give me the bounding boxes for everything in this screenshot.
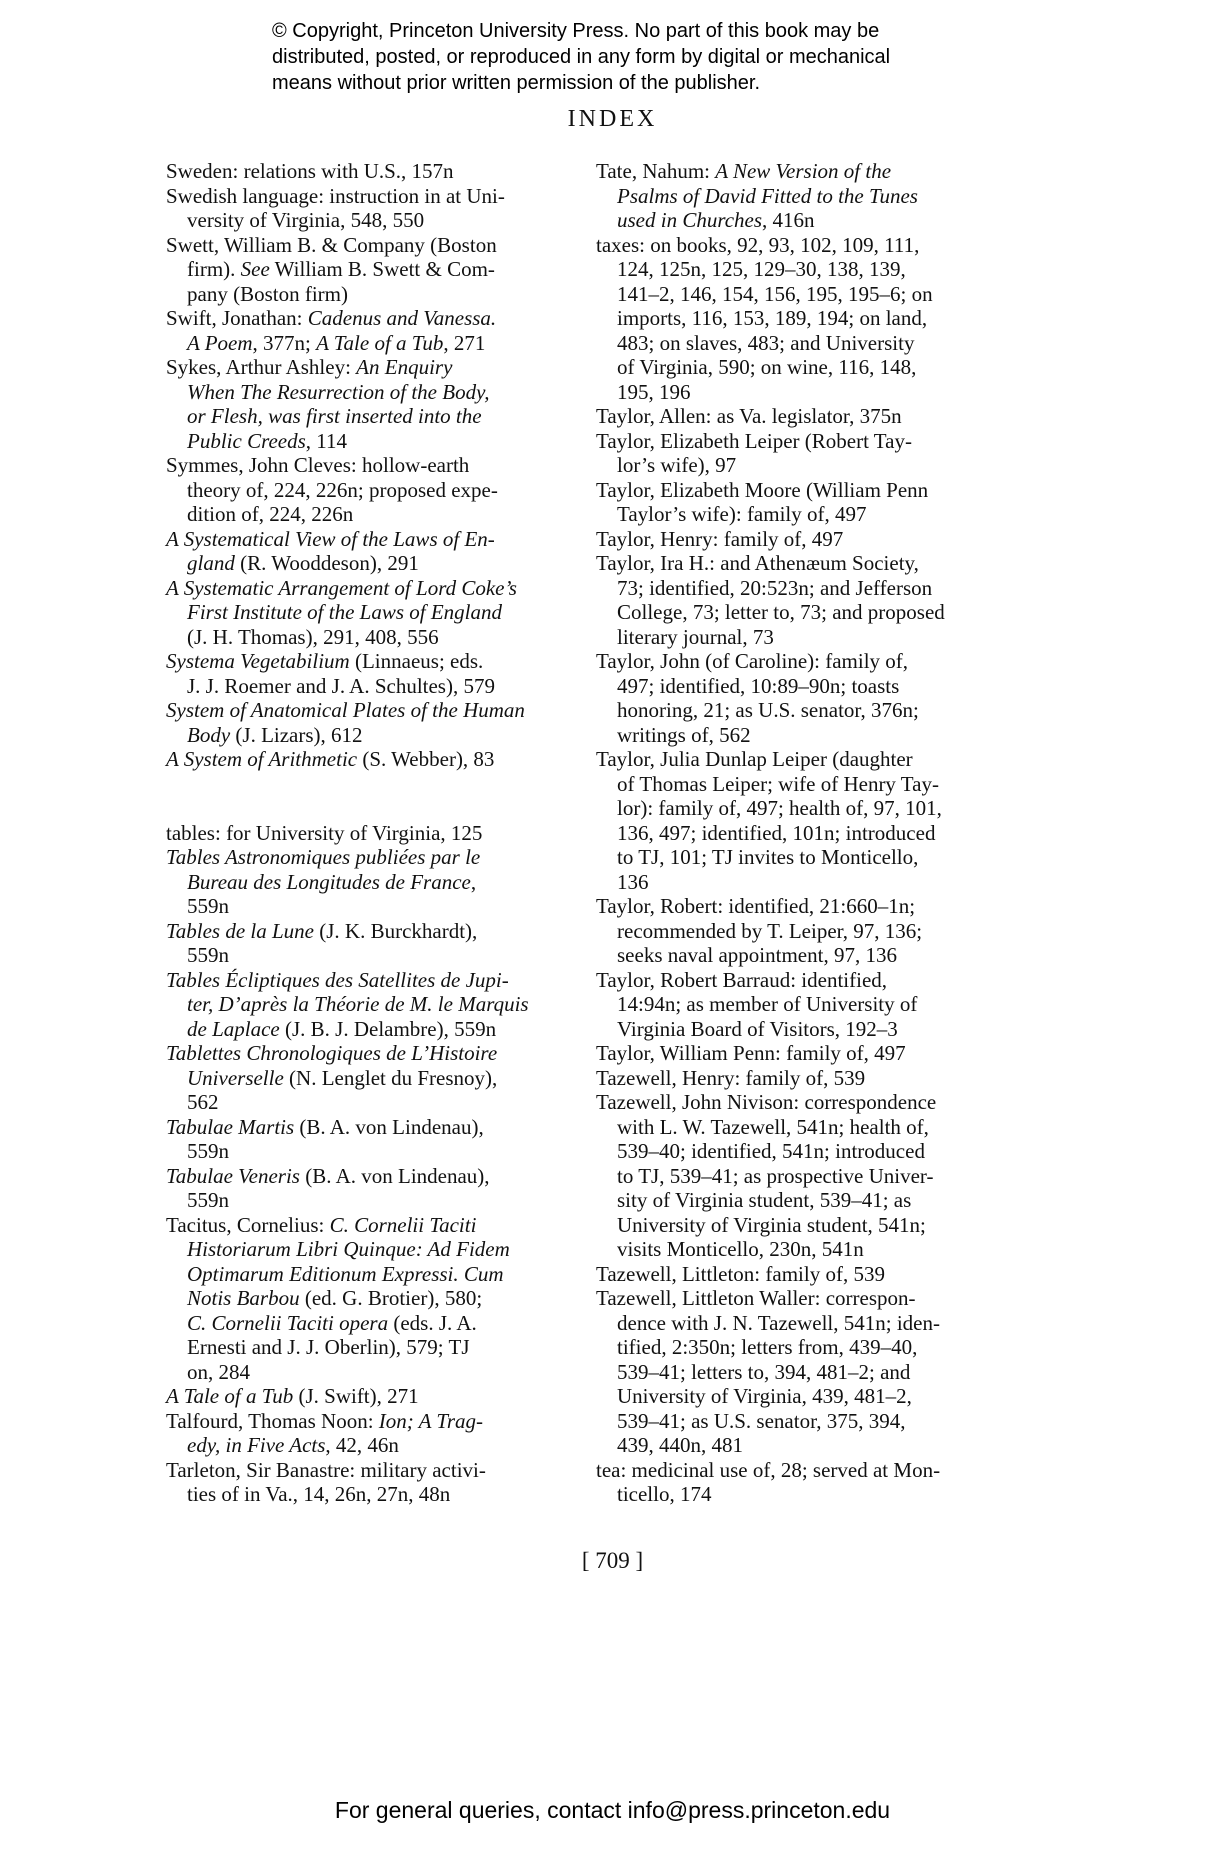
index-entry: [166, 576, 576, 650]
index-text: (R. Wooddeson), 291: [234, 551, 419, 575]
index-entry: [166, 159, 576, 184]
index-entry: [166, 821, 576, 846]
index-entry-line: [166, 1213, 576, 1238]
index-title-italic: When The Resurrection of the Body,: [187, 379, 490, 404]
index-entry-line: [166, 576, 576, 601]
index-text: Swedish language: instruction in at Uni-: [166, 183, 505, 208]
index-text: tables: for University of Virginia, 125: [166, 820, 483, 845]
index-entry-line: [166, 821, 576, 846]
index-entry-line: [166, 1164, 576, 1189]
index-entry: [596, 1066, 1016, 1091]
index-text: Taylor, Henry: family of, 497: [596, 526, 844, 551]
index-entry-line: [166, 919, 576, 944]
index-text: (N. Lenglet du Fresnoy),: [283, 1065, 498, 1090]
index-column-left: [166, 159, 576, 1507]
index-text: Taylor, Julia Dunlap Leiper (daughter: [596, 747, 913, 771]
index-entry-line: [596, 527, 1016, 552]
index-title-italic: or Flesh, was first inserted into the: [187, 404, 482, 428]
index-entry: [596, 649, 1016, 747]
index-text: 439, 440n, 481: [617, 1433, 743, 1457]
index-title-italic: C. Cornelii Taciti opera: [187, 1310, 389, 1335]
index-text: Tazewell, John Nivison: correspondence: [596, 1090, 937, 1114]
index-entry-line: [596, 845, 1016, 870]
index-entry: [166, 845, 576, 919]
index-text: Tarleton, Sir Banastre: military activi-: [166, 1457, 486, 1482]
index-entry: [596, 894, 1016, 968]
index-text: Taylor, Allen: as Va. legislator, 375n: [596, 404, 902, 428]
index-entry-line: [166, 1360, 576, 1385]
index-text: 136: [617, 869, 649, 894]
index-text: 73; identified, 20:523n; and Jefferson: [617, 575, 933, 600]
index-entry-line: [166, 355, 576, 380]
index-title-italic: Tables Astronomiques publiées par le: [166, 845, 481, 869]
index-title-italic: System of Anatomical Plates of the Human: [166, 698, 525, 722]
index-text: dition of, 224, 226n: [187, 502, 354, 526]
index-entry-line: [166, 1237, 576, 1262]
index-title-italic: Tables Écliptiques des Satellites de Jupi-: [166, 967, 509, 992]
index-text: Tazewell, Littleton: family of, 539: [596, 1261, 885, 1286]
index-entry-line: [166, 453, 576, 478]
page-number: [ 709 ]: [581, 1548, 644, 1573]
index-entry-line: [596, 796, 1016, 821]
index-entry-line: [596, 502, 1016, 527]
index-entry-line: [596, 674, 1016, 699]
index-text: lor): family of, 497; health of, 97, 101,: [617, 796, 942, 820]
index-entry: [596, 159, 1016, 233]
index-entry: [166, 1384, 576, 1409]
index-text: (J. Swift), 271: [293, 1384, 419, 1408]
index-entry-line: [166, 478, 576, 503]
index-text: 497; identified, 10:89–90n; toasts: [617, 673, 900, 698]
index-text: Tacitus, Cornelius:: [166, 1212, 330, 1237]
index-entry-line: [166, 1188, 576, 1213]
index-entry-line: [166, 968, 576, 993]
index-entry-line: [166, 159, 576, 184]
index-entry-line: [166, 233, 576, 258]
index-text: University of Virginia student, 541n;: [617, 1212, 926, 1237]
index-entry-line: [166, 1433, 576, 1458]
index-title-italic: Systema Vegetabilium: [166, 649, 350, 673]
index-title-italic: Tables de la Lune: [166, 918, 314, 943]
index-text: Taylor, Robert: identified, 21:660–1n;: [596, 894, 916, 918]
index-entry-line: [596, 478, 1016, 503]
index-text: (ed. G. Brotier), 580;: [299, 1286, 483, 1310]
index-entry: [166, 306, 576, 355]
index-entry: [596, 1090, 1016, 1262]
index-title-italic: Tablettes Chronologiques de L’Histoire: [166, 1041, 498, 1065]
index-entry-line: [596, 1115, 1016, 1140]
index-title-italic: Ion; A Trag-: [378, 1408, 484, 1433]
index-text: 559n: [187, 943, 229, 967]
index-entry-line: [596, 1066, 1016, 1091]
index-text: 559n: [187, 1139, 229, 1163]
index-title-italic: A Tale of a Tub: [166, 1384, 294, 1408]
index-entry-line: [166, 208, 576, 233]
page-title: INDEX: [567, 106, 658, 132]
index-entry-line: [166, 1262, 576, 1287]
index-entry-line: [166, 282, 576, 307]
index-text: 136, 497; identified, 101n; introduced: [617, 820, 936, 845]
index-text: Tate, Nahum:: [596, 159, 716, 183]
index-entry-line: [596, 551, 1016, 576]
index-entry-line: [166, 1017, 576, 1042]
index-entry-line: [596, 453, 1016, 478]
index-entry-line: [596, 1360, 1016, 1385]
index-text: ,: [470, 869, 477, 894]
index-entry-line: [166, 184, 576, 209]
index-text: (eds. J. A.: [388, 1310, 477, 1335]
index-entry-line: [166, 1409, 576, 1434]
index-entry-line: [166, 992, 576, 1017]
index-title-italic: A System of Arithmetic: [166, 747, 358, 771]
index-text: tified, 2:350n; letters from, 439–40,: [617, 1335, 918, 1359]
index-text: 559n: [187, 894, 229, 918]
index-text: (J. K. Burckhardt),: [313, 918, 478, 943]
index-title-italic: Notis Barbou: [187, 1286, 300, 1310]
index-entry-line: [166, 1482, 576, 1507]
index-text: of Thomas Leiper; wife of Henry Tay-: [617, 771, 939, 796]
index-entry: [596, 1458, 1016, 1507]
index-text: William B. Swett & Com-: [269, 257, 495, 281]
index-entry-line: [596, 355, 1016, 380]
index-entry: [596, 1041, 1016, 1066]
index-title-italic: A Systematical View of the Laws of En-: [166, 526, 495, 551]
index-title-italic: Universelle: [187, 1065, 284, 1090]
index-entry-line: [596, 184, 1016, 209]
index-title-italic: A Tale of a Tub: [316, 330, 444, 355]
index-text: ties of in Va., 14, 26n, 27n, 48n: [187, 1482, 451, 1506]
index-entry-line: [596, 233, 1016, 258]
index-entry: [166, 747, 576, 772]
index-text: (J. B. J. Delambre), 559n: [279, 1016, 497, 1041]
index-entry-line: [596, 306, 1016, 331]
index-text: 483; on slaves, 483; and University: [617, 330, 915, 355]
index-title-italic: Tabulae Martis: [166, 1114, 295, 1139]
index-entry-line: [596, 429, 1016, 454]
index-entry-line: [166, 306, 576, 331]
index-letter-break: [166, 772, 576, 821]
index-text: to TJ, 539–41; as prospective Univer-: [617, 1163, 934, 1188]
index-entry: [166, 919, 576, 968]
index-text: taxes: on books, 92, 93, 102, 109, 111,: [596, 232, 920, 257]
index-title-italic: A Systematic Arrangement of Lord Coke’s: [166, 575, 517, 600]
index-text: 539–41; as U.S. senator, 375, 394,: [617, 1408, 906, 1433]
index-text: Tazewell, Littleton Waller: correspon-: [596, 1286, 916, 1310]
index-entry-line: [166, 1041, 576, 1066]
index-entry-line: [166, 674, 576, 699]
index-text: sity of Virginia student, 539–41; as: [617, 1188, 912, 1212]
index-text: honoring, 21; as U.S. senator, 376n;: [617, 698, 919, 722]
index-text: 141–2, 146, 154, 156, 195, 195–6; on: [617, 281, 933, 306]
index-entry-line: [166, 380, 576, 405]
index-entry: [596, 747, 1016, 894]
index-entry-line: [596, 698, 1016, 723]
index-text: , 42, 46n: [325, 1433, 399, 1457]
index-title-italic: de Laplace: [187, 1016, 280, 1041]
index-entry-line: [596, 772, 1016, 797]
index-entry-line: [596, 1139, 1016, 1164]
index-text: , 416n: [762, 208, 815, 232]
index-entry-line: [596, 1017, 1016, 1042]
index-text: Taylor, Elizabeth Leiper (Robert Tay-: [596, 428, 912, 453]
index-entry: [166, 698, 576, 747]
footer-contact: For general queries, contact info@press.princeton.edu: [334, 1797, 891, 1823]
index-text: of Virginia, 590; on wine, 116, 148,: [617, 355, 917, 379]
index-entry: [596, 233, 1016, 405]
index-text: versity of Virginia, 548, 550: [187, 208, 425, 232]
index-text: 195, 196: [617, 379, 691, 404]
index-entry-line: [166, 943, 576, 968]
index-text: to TJ, 101; TJ invites to Monticello,: [617, 845, 919, 869]
index-text: 539–41; letters to, 394, 481–2; and: [617, 1359, 911, 1384]
index-entry: [596, 1262, 1016, 1287]
index-entry-line: [596, 208, 1016, 233]
index-text: (Linnaeus; eds.: [349, 649, 484, 673]
index-entry-line: [166, 870, 576, 895]
index-title-italic: gland: [187, 551, 235, 575]
index-text: Taylor, Elizabeth Moore (William Penn: [596, 477, 929, 502]
index-entry: [596, 404, 1016, 429]
index-text: Swift, Jonathan:: [166, 306, 308, 330]
index-text: Talfourd, Thomas Noon:: [166, 1408, 379, 1433]
index-entry-line: [596, 1262, 1016, 1287]
index-title-italic: See: [240, 257, 270, 281]
index-entry-line: [166, 527, 576, 552]
index-entry-line: [166, 649, 576, 674]
index-entry-line: [596, 282, 1016, 307]
index-text: (J. H. Thomas), 291, 408, 556: [187, 624, 439, 649]
index-entry-line: [596, 992, 1016, 1017]
index-entry-line: [166, 502, 576, 527]
index-title-italic: A New Version of the: [715, 159, 892, 183]
index-text: , 377n;: [252, 330, 317, 355]
index-text: tea: medicinal use of, 28; served at Mon-: [596, 1457, 941, 1482]
index-text: firm).: [187, 257, 241, 281]
index-text: Taylor, Ira H.: and Athenæum Society,: [596, 551, 919, 575]
index-text: 559n: [187, 1188, 229, 1212]
copyright-notice: [272, 18, 992, 96]
index-entry-line: [596, 1311, 1016, 1336]
index-entry-line: [166, 894, 576, 919]
copyright-line: distributed, posted, or reproduced in any form by digital or mechanical: [272, 46, 891, 68]
index-text: J. J. Roemer and J. A. Schultes), 579: [187, 673, 495, 698]
index-title-italic: used in Churches: [617, 208, 763, 232]
copyright-line: © Copyright, Princeton University Press. No part of this book may be: [272, 20, 880, 42]
index-entry: [166, 527, 576, 576]
index-text: (J. Lizars), 612: [230, 722, 363, 747]
index-entry-line: [596, 1384, 1016, 1409]
index-entry: [166, 968, 576, 1042]
index-title-italic: Psalms of David Fitted to the Tunes: [617, 183, 918, 208]
index-text: , 271: [443, 330, 486, 355]
index-entry: [166, 184, 576, 233]
index-text: theory of, 224, 226n; proposed expe-: [187, 477, 498, 502]
index-entry-line: [596, 1335, 1016, 1360]
index-entry-line: [166, 257, 576, 282]
index-entry: [166, 1041, 576, 1115]
index-entry: [596, 429, 1016, 478]
index-entry-line: [166, 600, 576, 625]
index-entry-line: [166, 1066, 576, 1091]
index-entry-line: [166, 1384, 576, 1409]
index-entry-line: [166, 747, 576, 772]
index-entry-line: [166, 723, 576, 748]
index-entry-line: [166, 1090, 576, 1115]
index-entry-line: [596, 576, 1016, 601]
index-text: 562: [187, 1090, 219, 1114]
index-entry-line: [596, 1188, 1016, 1213]
index-text: visits Monticello, 230n, 541n: [617, 1237, 864, 1261]
index-text: University of Virginia, 439, 481–2,: [617, 1384, 912, 1408]
index-entry-line: [166, 404, 576, 429]
index-entry-line: [596, 1090, 1016, 1115]
index-entry-line: [596, 1286, 1016, 1311]
index-text: 124, 125n, 125, 129–30, 138, 139,: [617, 257, 906, 281]
index-text: (B. A. von Lindenau),: [294, 1114, 484, 1139]
copyright-line: means without prior written permission of the publisher.: [272, 72, 761, 94]
index-entry: [166, 453, 576, 527]
index-title-italic: First Institute of the Laws of England: [187, 600, 503, 624]
index-entry-line: [596, 1409, 1016, 1434]
index-entry-line: [596, 723, 1016, 748]
index-entry-line: [166, 1335, 576, 1360]
index-text: imports, 116, 153, 189, 194; on land,: [617, 306, 928, 330]
index-entry: [166, 1164, 576, 1213]
index-entry-line: [596, 747, 1016, 772]
index-entry: [166, 649, 576, 698]
index-text: Sykes, Arthur Ashley:: [166, 355, 357, 379]
index-entry: [166, 355, 576, 453]
index-text: literary journal, 73: [617, 624, 774, 649]
index-text: , 114: [305, 428, 348, 453]
index-text: pany (Boston firm): [187, 281, 348, 306]
index-text: dence with J. N. Tazewell, 541n; iden-: [617, 1310, 940, 1335]
index-entry: [596, 527, 1016, 552]
index-title-italic: edy, in Five Acts: [187, 1433, 326, 1457]
index-entry-line: [166, 1115, 576, 1140]
index-entry-line: [166, 551, 576, 576]
index-text: Sweden: relations with U.S., 157n: [166, 159, 454, 183]
index-entry-line: [596, 1164, 1016, 1189]
index-entry: [166, 1213, 576, 1385]
index-entry: [596, 968, 1016, 1042]
index-text: with L. W. Tazewell, 541n; health of,: [617, 1114, 929, 1139]
index-entry-line: [596, 943, 1016, 968]
index-text: (B. A. von Lindenau),: [299, 1163, 490, 1188]
index-text: recommended by T. Leiper, 97, 136;: [617, 918, 923, 943]
index-text: writings of, 562: [617, 722, 751, 747]
index-entry-line: [596, 1213, 1016, 1238]
index-title-italic: Cadenus and Vanessa.: [307, 306, 497, 330]
index-entry-line: [596, 968, 1016, 993]
index-entry-line: [166, 625, 576, 650]
index-text: (S. Webber), 83: [357, 747, 495, 771]
index-text: on, 284: [187, 1359, 250, 1384]
index-text: Symmes, John Cleves: hollow-earth: [166, 453, 470, 477]
index-entry-line: [596, 894, 1016, 919]
index-entry-line: [166, 1139, 576, 1164]
index-entry-line: [596, 600, 1016, 625]
index-text: lor’s wife), 97: [617, 453, 737, 477]
index-title-italic: Public Creeds: [187, 428, 306, 453]
index-text: Ernesti and J. J. Oberlin), 579; TJ: [187, 1335, 470, 1359]
index-text: Virginia Board of Visitors, 192–3: [617, 1016, 898, 1041]
index-title-italic: Body: [187, 722, 231, 747]
index-entry-line: [596, 331, 1016, 356]
index-entry-line: [166, 429, 576, 454]
index-entry-line: [166, 1286, 576, 1311]
index-entry-line: [596, 1458, 1016, 1483]
index-entry-line: [596, 870, 1016, 895]
index-title-italic: C. Cornelii Taciti: [329, 1212, 477, 1237]
index-entry-line: [596, 1237, 1016, 1262]
index-column-right: [596, 159, 1016, 1507]
index-text: ticello, 174: [617, 1482, 712, 1506]
index-entry: [166, 1115, 576, 1164]
index-entry-line: [596, 649, 1016, 674]
index-entry-line: [596, 625, 1016, 650]
index-text: Tazewell, Henry: family of, 539: [596, 1065, 866, 1090]
index-text: 14:94n; as member of University of: [617, 992, 918, 1016]
index-entry-line: [596, 404, 1016, 429]
index-text: College, 73; letter to, 73; and proposed: [617, 600, 945, 624]
index-text: seeks naval appointment, 97, 136: [617, 943, 897, 967]
index-entry: [166, 233, 576, 307]
index-text: 539–40; identified, 541n; introduced: [617, 1139, 925, 1163]
index-entry-line: [166, 1458, 576, 1483]
index-entry-line: [166, 698, 576, 723]
index-text: Taylor’s wife): family of, 497: [617, 502, 867, 526]
index-entry-line: [596, 1482, 1016, 1507]
index-entry: [596, 551, 1016, 649]
index-title-italic: ter, D’après la Théorie de M. le Marquis: [187, 992, 529, 1016]
index-entry-line: [166, 845, 576, 870]
index-entry-line: [596, 380, 1016, 405]
index-title-italic: Tabulae Veneris: [166, 1163, 300, 1188]
index-text: Taylor, Robert Barraud: identified,: [596, 967, 888, 992]
index-text: Taylor, William Penn: family of, 497: [596, 1041, 906, 1065]
index-text: Taylor, John (of Caroline): family of,: [596, 649, 909, 673]
index-entry-line: [596, 257, 1016, 282]
index-title-italic: Optimarum Editionum Expressi. Cum: [187, 1261, 504, 1286]
index-title-italic: A Poem: [187, 330, 253, 355]
index-entry-line: [596, 1041, 1016, 1066]
index-entry-line: [596, 159, 1016, 184]
index-title-italic: An Enquiry: [356, 355, 453, 379]
index-entry: [166, 1458, 576, 1507]
index-entry-line: [166, 1311, 576, 1336]
index-entry-line: [596, 821, 1016, 846]
index-title-italic: Historiarum Libri Quinque: Ad Fidem: [187, 1237, 510, 1261]
index-entry: [596, 1286, 1016, 1458]
index-entry-line: [596, 1433, 1016, 1458]
index-entry-line: [166, 331, 576, 356]
index-text: Swett, William B. & Company (Boston: [166, 232, 497, 257]
index-title-italic: Bureau des Longitudes de France: [187, 869, 471, 894]
index-entry-line: [596, 919, 1016, 944]
index-entry: [166, 1409, 576, 1458]
index-entry: [596, 478, 1016, 527]
